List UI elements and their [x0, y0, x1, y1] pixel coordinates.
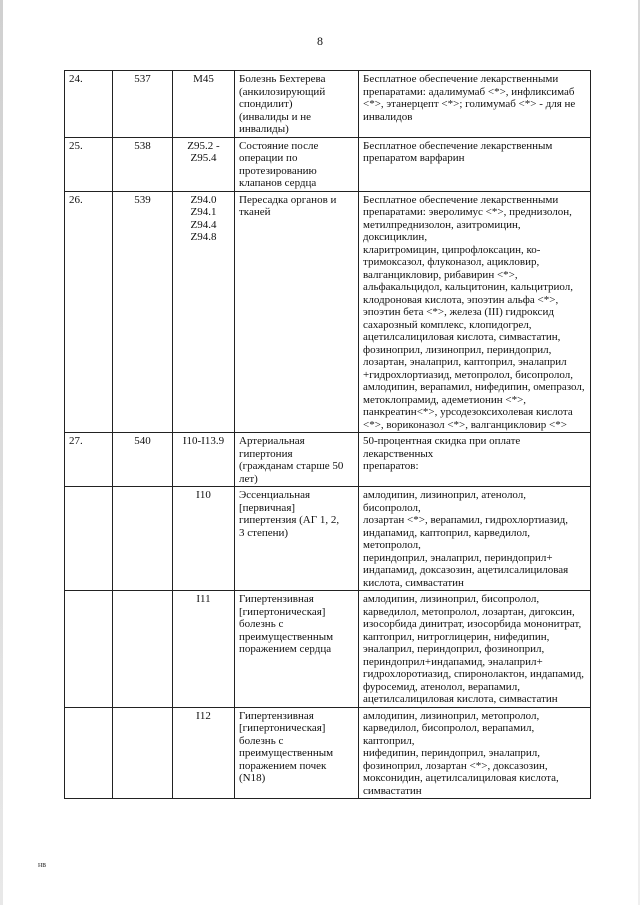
entry-id-cell: 537 — [113, 71, 173, 138]
row-number-cell: 24. — [65, 71, 113, 138]
icd-code-cell: Z95.2 - Z95.4 — [173, 137, 235, 191]
scan-edge-left — [0, 0, 3, 905]
provision-cell: амлодипин, лизиноприл, метопролол, карведилол, бисопролол, верапамил, каптоприл, нифедипин, периндоприл, эналаприл, фозиноприл, лозартан <*>, доксазозин, моксонидин, ацетилсалициловая кислота, симвастатин — [359, 707, 591, 799]
disease-cell: Болезнь Бехтерева (анкилозирующий спондилит) (инвалиды и не инвалиды) — [235, 71, 359, 138]
entry-id-cell — [113, 591, 173, 708]
row-number-cell: 27. — [65, 433, 113, 487]
row-number-cell — [65, 591, 113, 708]
row-number-cell — [65, 707, 113, 799]
disease-cell: Артериальная гипертония (гражданам старше 50 лет) — [235, 433, 359, 487]
disease-cell: Гипертензивная [гипертоническая] болезнь с преимущественным поражением сердца — [235, 591, 359, 708]
table-row — [65, 433, 591, 487]
icd-code-cell: I12 — [173, 707, 235, 799]
provision-cell: 50-процентная скидка при оплате лекарственных препаратов: — [359, 433, 591, 487]
provision-cell: Бесплатное обеспечение лекарственным препаратом варфарин — [359, 137, 591, 191]
disease-cell: Состояние после операции по протезированию клапанов сердца — [235, 137, 359, 191]
benefits-table — [64, 70, 591, 799]
table-row — [65, 487, 591, 591]
row-number-cell: 26. — [65, 191, 113, 433]
icd-code-cell: Z94.0 Z94.1 Z94.4 Z94.8 — [173, 191, 235, 433]
icd-code-cell: I11 — [173, 591, 235, 708]
disease-cell: Эссенциальная [первичная] гипертензия (АГ 1, 2, 3 степени) — [235, 487, 359, 591]
page-number: 8 — [317, 34, 323, 48]
icd-code-cell: M45 — [173, 71, 235, 138]
entry-id-cell — [113, 487, 173, 591]
provision-cell: амлодипин, лизиноприл, бисопролол, карведилол, метопролол, лозартан, дигоксин, изосорбида динитрат, изосорбида мононитрат, каптоприл, нитроглицерин, нифедипин, эналаприл, периндоприл, фозиноприл, периндоприл+индапамид, эналаприл+ гидрохлоротиазид, спиронолактон, индапамид, фуросемид, атенолол, верапамил, ацетилсалициловая кислота, симвастатин — [359, 591, 591, 708]
entry-id-cell — [113, 707, 173, 799]
disease-cell: Гипертензивная [гипертоническая] болезнь с преимущественным поражением почек (N18) — [235, 707, 359, 799]
provision-cell: Бесплатное обеспечение лекарственными препаратами: адалимумаб <*>, инфликсимаб <*>, этанерцепт <*>; голимумаб <*> - для не инвалидов — [359, 71, 591, 138]
row-number-cell — [65, 487, 113, 591]
table-row — [65, 137, 591, 191]
provision-cell: амлодипин, лизиноприл, атенолол, бисопролол, лозартан <*>, верапамил, гидрохлортиазид, индапамид, каптоприл, карведилол, метопролол, периндоприл, эналаприл, периндоприл+ индапамид, доксазозин, ацетилсалициловая кислота, симвастатин — [359, 487, 591, 591]
icd-code-cell: I10-I13.9 — [173, 433, 235, 487]
entry-id-cell: 538 — [113, 137, 173, 191]
footer-mark: нв — [38, 860, 47, 869]
entry-id-cell: 539 — [113, 191, 173, 433]
table-row — [65, 591, 591, 708]
entry-id-cell: 540 — [113, 433, 173, 487]
table-row — [65, 191, 591, 433]
icd-code-cell: I10 — [173, 487, 235, 591]
table-row — [65, 71, 591, 138]
table-row — [65, 707, 591, 799]
row-number-cell: 25. — [65, 137, 113, 191]
table-body — [65, 71, 591, 799]
provision-cell: Бесплатное обеспечение лекарственными препаратами: эверолимус <*>, преднизолон, метилпреднизолон, азитромицин, доксициклин, кларитромицин, ципрофлоксацин, ко- тримоксазол, флуконазол, ацикловир, валганцикловир, рибавирин <*>, альфакальцидол, кальцитонин, кальцитриол, клодроновая кислота, эпоэтин альфа <*>, эпоэтин бета <*>, железа (III) гидроксид сахарозный комплекс, клопидогрел, ацетилсалициловая кислота, симвастатин, фозиноприл, лизиноприл, периндоприл, лозартан, эналаприл, каптоприл, эналаприл +гидрохлортиазид, метопролол, бисопролол, амлодипин, верапамил, нифедипин, омепразол, метоклопрамид, адеметионин <*>, панкреатин<*>, урсодезоксихолевая кислота <*>, вориконазол <*>, валганцикловир <*> — [359, 191, 591, 433]
disease-cell: Пересадка органов и тканей — [235, 191, 359, 433]
